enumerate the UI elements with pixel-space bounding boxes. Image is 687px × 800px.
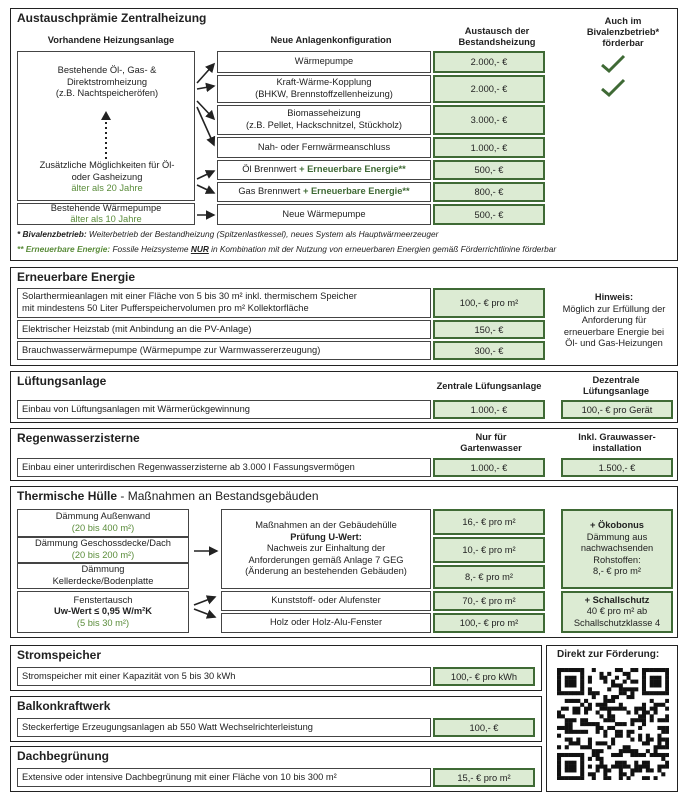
hint-box (557, 292, 671, 350)
title-sub: - Maßnahmen an Bestandsgebäuden (117, 489, 319, 503)
option-kwk (217, 75, 431, 103)
existing-oil-gas-label (37, 65, 177, 100)
wall-range: (20 bis 400 m²) (71, 523, 135, 533)
window-range: (5 bis 30 m²) (76, 617, 130, 628)
window-replacement (17, 591, 189, 633)
arrow-icon (194, 49, 220, 229)
option-label: Wärmepumpe (294, 56, 354, 67)
section-regenwasserzisterne (10, 428, 678, 481)
window-u-value: Uw-Wert ≤ 0,95 W/m²K (54, 606, 152, 617)
qr-code-icon[interactable] (557, 668, 669, 780)
roof-range: (20 bis 200 m²) (71, 550, 135, 560)
check-icon (600, 78, 626, 98)
option-oel-brennwert (217, 160, 431, 180)
section-title: Austauschprämie Zentralheizung (17, 11, 207, 25)
option-label: Öl Brennwert (242, 164, 297, 175)
column-header-new: Neue Anlagenkonfiguration (270, 35, 392, 45)
amount-wall: 16,- € pro m² (433, 509, 545, 535)
amount-wood: 100,- € pro m² (433, 613, 545, 633)
footnote-nur: NUR (190, 244, 209, 254)
existing-heatpump-box (17, 203, 195, 225)
amount-gas: 800,- € (433, 182, 545, 202)
amount-dezentral: 100,- € pro Gerät (561, 400, 673, 419)
option-waermepumpe (217, 51, 431, 73)
amount-zentral: 1.000,- € (433, 400, 545, 419)
zisterne-row: Einbau einer unterirdischen Regenwasserzisterne ab 3.000 l Fassungsvermögen (17, 458, 431, 477)
column-header-bivalent: Auch im Bivalenzbetrieb* förderbar (586, 16, 660, 49)
column-header-existing: Vorhandene Heizungsanlage (47, 35, 175, 45)
option-label: Nah- oder Fernwärmeanschluss (257, 141, 391, 152)
amount-stromspeicher: 100,- € pro kWh (433, 667, 535, 686)
solarthermie-row (17, 288, 431, 318)
hint-text: Möglich zur Erfüllung der Anforderung für erneuerbare Energie bei Öl- und Gas-Heizungen (562, 303, 666, 349)
eco-value: 8,- € pro m² (592, 566, 642, 577)
amount-garten: 1.000,- € (433, 458, 545, 477)
amount-waermepumpe: 2.000,- € (433, 51, 545, 73)
wall-label: Dämmung Außenwand (55, 511, 151, 522)
amount-grauwasser: 1.500,- € (561, 458, 673, 477)
measure-text: Nachweis zur Einhaltung der Anforderungen gemäß Anlage 7 GEG (Änderung an bestehenden Gebäuden) (245, 543, 407, 577)
existing-heatpump-age: älter als 10 Jahre (70, 213, 142, 224)
existing-oil-gas-text: Bestehende Öl-, Gas- & Direktstromheizung (57, 65, 157, 87)
noise-title: + Schallschutz (584, 594, 650, 605)
amount-solarthermie: 100,- € pro m² (433, 288, 545, 318)
eco-title: + Ökobonus (590, 519, 644, 530)
measure-title: Maßnahmen an der Gebäudehülle (255, 519, 397, 530)
amount-fernwaerme: 1.000,- € (433, 137, 545, 158)
section-stromspeicher (10, 645, 542, 691)
amount-dachbegruenung: 15,- € pro m² (433, 768, 535, 787)
window-label: Fenstertausch (73, 594, 133, 605)
column-header-grauwasser: Inkl. Grauwasser-installation (578, 432, 656, 454)
footnote-key: * Bivalenzbetrieb: (17, 229, 87, 239)
footnote-text: in Kombination mit der Nutzung von erneuerbaren Energien gemäß Förderrichtlinine förderbar (208, 244, 557, 254)
amount-oel: 500,- € (433, 160, 545, 180)
section-balkonkraftwerk (10, 696, 542, 742)
check-icon (600, 54, 626, 74)
amount-kwk: 2.000,- € (433, 75, 545, 103)
column-header-zentral: Zentrale Lüfungsanlage (436, 381, 542, 391)
option-label: Gas Brennwert (238, 186, 301, 197)
section-title: Balkonkraftwerk (17, 699, 111, 713)
existing-heatpump-text: Bestehende Wärmepumpe (50, 202, 162, 213)
footnote-erneuerbar (17, 244, 556, 254)
footnote-key: ** Erneuerbare Energie: (17, 244, 111, 254)
option-sub: (z.B. Pellet, Hackschnitzel, Stückholz) (245, 120, 403, 130)
existing-additional-age: älter als 20 Jahre (71, 183, 143, 194)
option-neue-waermepumpe (217, 204, 431, 225)
amount-balkonkraftwerk: 100,- € (433, 718, 535, 737)
section-title (17, 489, 319, 503)
option-gas-brennwert (217, 182, 431, 202)
insulation-wall (17, 509, 189, 537)
noise-text: 40 € pro m² ab Schallschutzklasse 4 (573, 606, 661, 628)
amount-heizstab: 150,- € (433, 320, 545, 339)
column-header-dezentral: Dezentrale Lüfungsanlage (582, 375, 650, 397)
qr-title: Direkt zur Förderung: (557, 649, 660, 660)
section-dachbegruenung (10, 746, 542, 792)
section-erneuerbare-energie (10, 267, 678, 366)
arrow-icon (191, 533, 221, 623)
column-header-amount: Austausch der Bestandsheizung (458, 26, 536, 48)
option-biomasse (217, 105, 431, 135)
footnote-text: Weiterbetrieb der Bestandheizung (Spitzenlastkessel), neues System als Hauptwärmeerzeuger (86, 229, 439, 239)
measure-envelope (221, 509, 431, 589)
section-title: Erneuerbare Energie (17, 270, 136, 284)
amount-cellar: 8,- € pro m² (433, 565, 545, 589)
section-thermische-huelle (10, 486, 678, 638)
noise-protection-box (561, 591, 673, 633)
eco-bonus-box (561, 509, 673, 589)
stromspeicher-row: Stromspeicher mit einer Kapazität von 5 bis 30 kWh (17, 667, 431, 686)
qr-section (546, 645, 678, 792)
footnote-text: Fossile Heizsysteme (110, 244, 191, 254)
title-main: Thermische Hülle (17, 489, 118, 503)
hint-title: Hinweis: (594, 292, 634, 302)
window-wood: Holz oder Holz-Alu-Fenster (221, 613, 431, 633)
amount-plastic: 70,- € pro m² (433, 591, 545, 611)
measure-check: Prüfung U-Wert: (290, 531, 362, 542)
window-plastic: Kunststoff- oder Alufenster (221, 591, 431, 611)
existing-additional-text: Zusätzliche Möglichkeiten für Öl- oder Gasheizung (39, 160, 175, 182)
section-title: Stromspeicher (17, 648, 102, 662)
amount-neue-waermepumpe: 500,- € (433, 204, 545, 225)
section-lueftungsanlage (10, 371, 678, 423)
row-label-2: mit mindestens 50 Liter Pufferspeichervolumen pro m² Kollektorfläche (22, 302, 309, 313)
column-header-garten: Nur für Gartenwasser (460, 432, 522, 454)
option-label: Biomasseheizung (287, 108, 361, 119)
eco-text: Dämmung aus nachwachsenden Rohstoffen: (580, 531, 654, 565)
brauchwasser-row: Brauchwasserwärmepumpe (Wärmepumpe zur Warmwassererzeugung) (17, 341, 431, 360)
option-label: Kraft-Wärme-Kopplung (276, 77, 372, 88)
amount-roof: 10,- € pro m² (433, 537, 545, 563)
roof-label: Dämmung Geschossdecke/Dach (35, 538, 171, 549)
dotted-up-arrow-icon (100, 109, 112, 161)
existing-oil-gas-sub: (z.B. Nachtspeicheröfen) (55, 88, 159, 99)
footnote-bivalenz (17, 229, 438, 239)
balkonkraftwerk-row: Steckerfertige Erzeugungsanlagen ab 550 Watt Wechselrichterleistung (17, 718, 431, 737)
section-austauschpraemie (10, 8, 678, 261)
option-fernwaerme (217, 137, 431, 158)
existing-additional-label (37, 160, 177, 195)
amount-brauchwasser: 300,- € (433, 341, 545, 360)
dachbegruenung-row: Extensive oder intensive Dachbegrünung mit einer Fläche von 10 bis 300 m² (17, 768, 431, 787)
cellar-label: Dämmung Kellerdecke/Bodenplatte (52, 564, 154, 586)
section-title: Lüftungsanlage (17, 374, 107, 388)
option-plus: + Erneuerbare Energie** (302, 186, 410, 197)
insulation-roof (17, 537, 189, 563)
row-label: Solarthermieanlagen mit einer Fläche von 5 bis 30 m² inkl. thermischem Speicher (22, 291, 357, 301)
insulation-cellar (17, 563, 189, 589)
amount-biomasse: 3.000,- € (433, 105, 545, 135)
heizstab-row: Elektrischer Heizstab (mit Anbindung an die PV-Anlage) (17, 320, 431, 339)
option-plus: + Erneuerbare Energie** (299, 164, 406, 175)
option-label: Neue Wärmepumpe (282, 208, 366, 219)
section-title: Regenwasserzisterne (17, 431, 140, 445)
option-sub: (BHKW, Brennstoffzellenheizung) (255, 89, 393, 99)
lueftung-row: Einbau von Lüftungsanlagen mit Wärmerückgewinnung (17, 400, 431, 419)
section-title: Dachbegrünung (17, 749, 109, 763)
